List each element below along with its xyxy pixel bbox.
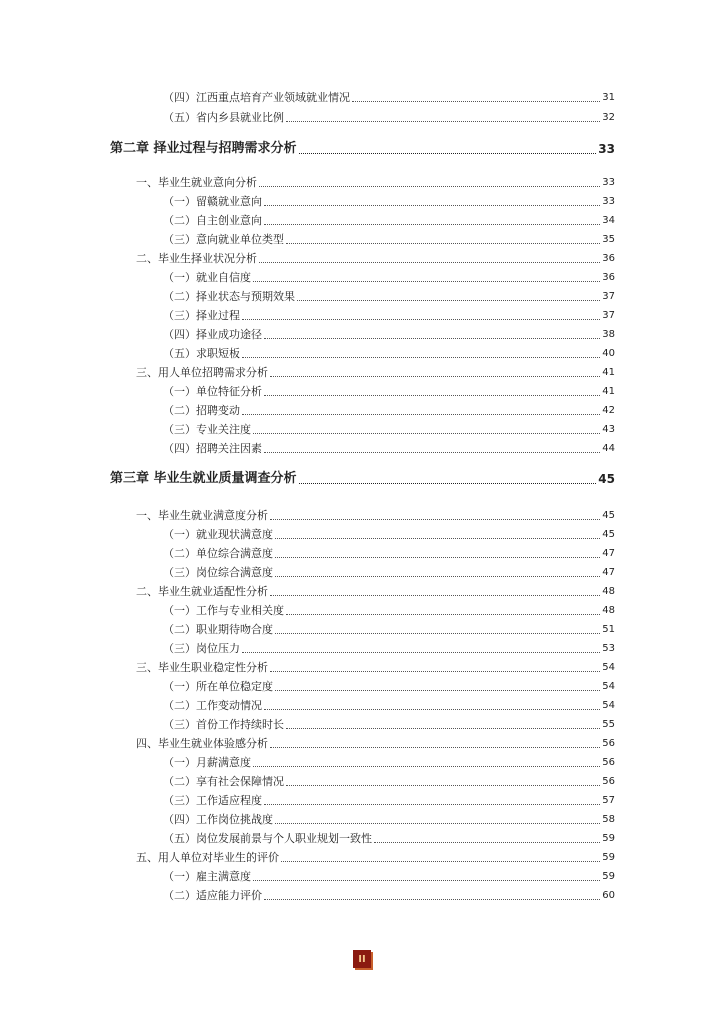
dot-leader — [242, 318, 600, 320]
toc-entry-page: 37 — [602, 310, 615, 321]
dot-leader — [275, 632, 600, 634]
toc-entry-title: 三、用人单位招聘需求分析 — [136, 366, 268, 379]
toc-entry-title: （三）意向就业单位类型 — [163, 233, 284, 246]
dot-leader — [299, 482, 597, 484]
toc-entry-title: 第二章 择业过程与招聘需求分析 — [110, 141, 297, 156]
dot-leader — [242, 356, 600, 358]
dot-leader — [264, 223, 600, 225]
toc-entry[interactable] — [136, 508, 615, 524]
toc-entry-page: 45 — [598, 472, 615, 486]
toc-entry[interactable] — [163, 403, 615, 419]
toc-entry[interactable] — [163, 441, 615, 457]
toc-entry[interactable] — [163, 422, 615, 438]
toc-entry-title: 四、毕业生就业体验感分析 — [136, 737, 268, 750]
dot-leader — [253, 432, 600, 434]
toc-entry-page: 33 — [602, 196, 615, 207]
toc-entry-page: 35 — [602, 234, 615, 245]
toc-entry[interactable] — [136, 251, 615, 267]
toc-entry-page: 60 — [602, 890, 615, 901]
dot-leader — [270, 594, 600, 596]
dot-leader — [264, 204, 600, 206]
dot-leader — [242, 413, 600, 415]
toc-entry-title: （三）工作适应程度 — [163, 794, 262, 807]
toc-entry-title: （三）择业过程 — [163, 309, 240, 322]
dot-leader — [270, 746, 600, 748]
toc-entry[interactable] — [163, 603, 615, 619]
dot-leader — [253, 879, 600, 881]
toc-entry-page: 48 — [602, 605, 615, 616]
toc-entry-page: 48 — [602, 586, 615, 597]
dot-leader — [275, 689, 600, 691]
dot-leader — [264, 803, 600, 805]
toc-entry[interactable] — [163, 90, 615, 106]
toc-entry-page: 56 — [602, 776, 615, 787]
toc-entry-title: （三）首份工作持续时长 — [163, 718, 284, 731]
toc-entry-title: （五）省内乡县就业比例 — [163, 111, 284, 124]
toc-entry-page: 33 — [602, 177, 615, 188]
toc-entry[interactable] — [136, 850, 615, 866]
toc-entry-page: 34 — [602, 215, 615, 226]
toc-entry-page: 42 — [602, 405, 615, 416]
toc-entry-page: 31 — [602, 92, 615, 103]
toc-entry-title: 一、毕业生就业意向分析 — [136, 176, 257, 189]
dot-leader — [275, 537, 600, 539]
toc-entry-title: （五）求职短板 — [163, 347, 240, 360]
toc-entry-page: 53 — [602, 643, 615, 654]
dot-leader — [264, 708, 600, 710]
dot-leader — [286, 784, 600, 786]
toc-entry-page: 43 — [602, 424, 615, 435]
toc-entry-page: 47 — [602, 548, 615, 559]
toc-entry-title: （四）择业成功途径 — [163, 328, 262, 341]
toc-entry-title: （二）工作变动情况 — [163, 699, 262, 712]
dot-leader — [299, 152, 597, 154]
toc-entry-page: 40 — [602, 348, 615, 359]
toc-entry[interactable] — [163, 698, 615, 714]
toc-entry[interactable] — [163, 641, 615, 657]
dot-leader — [281, 860, 600, 862]
toc-entry[interactable] — [163, 527, 615, 543]
toc-entry-page: 56 — [602, 738, 615, 749]
toc-entry-page: 45 — [602, 510, 615, 521]
toc-entry[interactable] — [163, 565, 615, 581]
toc-entry-title: （一）月薪满意度 — [163, 756, 251, 769]
toc-entry[interactable] — [163, 232, 615, 248]
toc-entry-title: （一）所在单位稳定度 — [163, 680, 273, 693]
toc-entry-title: 第三章 毕业生就业质量调查分析 — [110, 471, 297, 486]
toc-entry[interactable] — [163, 622, 615, 638]
toc-entry[interactable] — [163, 888, 615, 904]
toc-entry-title: （一）单位特征分析 — [163, 385, 262, 398]
dot-leader — [242, 651, 600, 653]
toc-entry[interactable] — [136, 365, 615, 381]
dot-leader — [259, 261, 600, 263]
toc-entry-page: 44 — [602, 443, 615, 454]
toc-entry-page: 37 — [602, 291, 615, 302]
toc-entry[interactable] — [163, 194, 615, 210]
toc-entry[interactable] — [163, 755, 615, 771]
toc-entry-page: 59 — [602, 852, 615, 863]
toc-entry-page: 38 — [602, 329, 615, 340]
toc-entry-page: 36 — [602, 272, 615, 283]
toc-entry[interactable] — [163, 774, 615, 790]
dot-leader — [286, 727, 600, 729]
toc-entry-page: 51 — [602, 624, 615, 635]
toc-entry[interactable] — [163, 346, 615, 362]
toc-entry-title: 二、毕业生择业状况分析 — [136, 252, 257, 265]
dot-leader — [286, 613, 600, 615]
toc-entry-title: （四）招聘关注因素 — [163, 442, 262, 455]
toc-entry-title: 三、毕业生职业稳定性分析 — [136, 661, 268, 674]
toc-entry[interactable] — [163, 831, 615, 847]
dot-leader — [270, 670, 600, 672]
dot-leader — [264, 898, 600, 900]
toc-entry[interactable] — [163, 869, 615, 885]
toc-entry-page: 59 — [602, 833, 615, 844]
toc-entry-title: （二）单位综合满意度 — [163, 547, 273, 560]
toc-entry[interactable] — [136, 584, 615, 600]
toc-chapter-entry[interactable] — [110, 139, 615, 159]
dot-leader — [264, 337, 600, 339]
dot-leader — [275, 575, 600, 577]
toc-entry[interactable] — [163, 327, 615, 343]
dot-leader — [270, 518, 600, 520]
toc-entry[interactable] — [163, 812, 615, 828]
toc-entry-page: 58 — [602, 814, 615, 825]
toc-entry-title: （二）自主创业意向 — [163, 214, 262, 227]
toc-entry-page: 36 — [602, 253, 615, 264]
toc-entry-title: （一）就业现状满意度 — [163, 528, 273, 541]
dot-leader — [374, 841, 600, 843]
dot-leader — [275, 556, 600, 558]
toc-entry-title: （二）享有社会保障情况 — [163, 775, 284, 788]
toc-chapter-entry[interactable] — [110, 469, 615, 489]
toc-entry-page: 47 — [602, 567, 615, 578]
dot-leader — [264, 394, 600, 396]
toc-entry-page: 54 — [602, 681, 615, 692]
dot-leader — [264, 451, 600, 453]
toc-entry-title: （四）工作岗位挑战度 — [163, 813, 273, 826]
dot-leader — [270, 375, 600, 377]
toc-entry[interactable] — [163, 384, 615, 400]
dot-leader — [286, 120, 600, 122]
toc-entry[interactable] — [163, 270, 615, 286]
toc-entry-title: （一）留赣就业意向 — [163, 195, 262, 208]
toc-entry-page: 57 — [602, 795, 615, 806]
dot-leader — [253, 280, 600, 282]
dot-leader — [352, 100, 600, 102]
toc-entry[interactable] — [136, 660, 615, 676]
toc-entry-page: 45 — [602, 529, 615, 540]
toc-entry-page: 33 — [598, 142, 615, 156]
toc-entry-page: 32 — [602, 112, 615, 123]
toc-entry[interactable] — [136, 175, 615, 191]
toc-entry-page: 54 — [602, 662, 615, 673]
toc-entry-page: 41 — [602, 386, 615, 397]
dot-leader — [259, 185, 600, 187]
toc-entry[interactable] — [163, 679, 615, 695]
dot-leader — [275, 822, 600, 824]
toc-entry-title: （一）就业自信度 — [163, 271, 251, 284]
dot-leader — [253, 765, 600, 767]
toc-entry-title: （五）岗位发展前景与个人职业规划一致性 — [163, 832, 372, 845]
toc-entry-page: 55 — [602, 719, 615, 730]
toc-entry-page: 56 — [602, 757, 615, 768]
toc-entry[interactable] — [163, 110, 615, 126]
toc-entry[interactable] — [136, 736, 615, 752]
toc-entry-title: （一）工作与专业相关度 — [163, 604, 284, 617]
toc-entry-title: （二）招聘变动 — [163, 404, 240, 417]
toc-entry-title: （一）雇主满意度 — [163, 870, 251, 883]
toc-entry-title: （四）江西重点培育产业领域就业情况 — [163, 91, 350, 104]
toc-entry-title: （二）适应能力评价 — [163, 889, 262, 902]
dot-leader — [286, 242, 600, 244]
toc-entry-title: （三）岗位压力 — [163, 642, 240, 655]
toc-entry-title: （二）职业期待吻合度 — [163, 623, 273, 636]
toc-entry-title: （三）专业关注度 — [163, 423, 251, 436]
toc-entry-page: 41 — [602, 367, 615, 378]
toc-entry[interactable] — [163, 308, 615, 324]
page-number-badge: II — [353, 950, 371, 968]
toc-entry[interactable] — [163, 793, 615, 809]
toc-entry-title: （三）岗位综合满意度 — [163, 566, 273, 579]
toc-entry-title: 一、毕业生就业满意度分析 — [136, 509, 268, 522]
toc-entry-page: 59 — [602, 871, 615, 882]
toc-entry[interactable] — [163, 717, 615, 733]
toc-entry-page: 54 — [602, 700, 615, 711]
toc-entry[interactable] — [163, 546, 615, 562]
toc-entry-title: 五、用人单位对毕业生的评价 — [136, 851, 279, 864]
toc-entry-title: 二、毕业生就业适配性分析 — [136, 585, 268, 598]
toc-entry[interactable] — [163, 213, 615, 229]
toc-entry-title: （二）择业状态与预期效果 — [163, 290, 295, 303]
toc-entry[interactable] — [163, 289, 615, 305]
dot-leader — [297, 299, 600, 301]
